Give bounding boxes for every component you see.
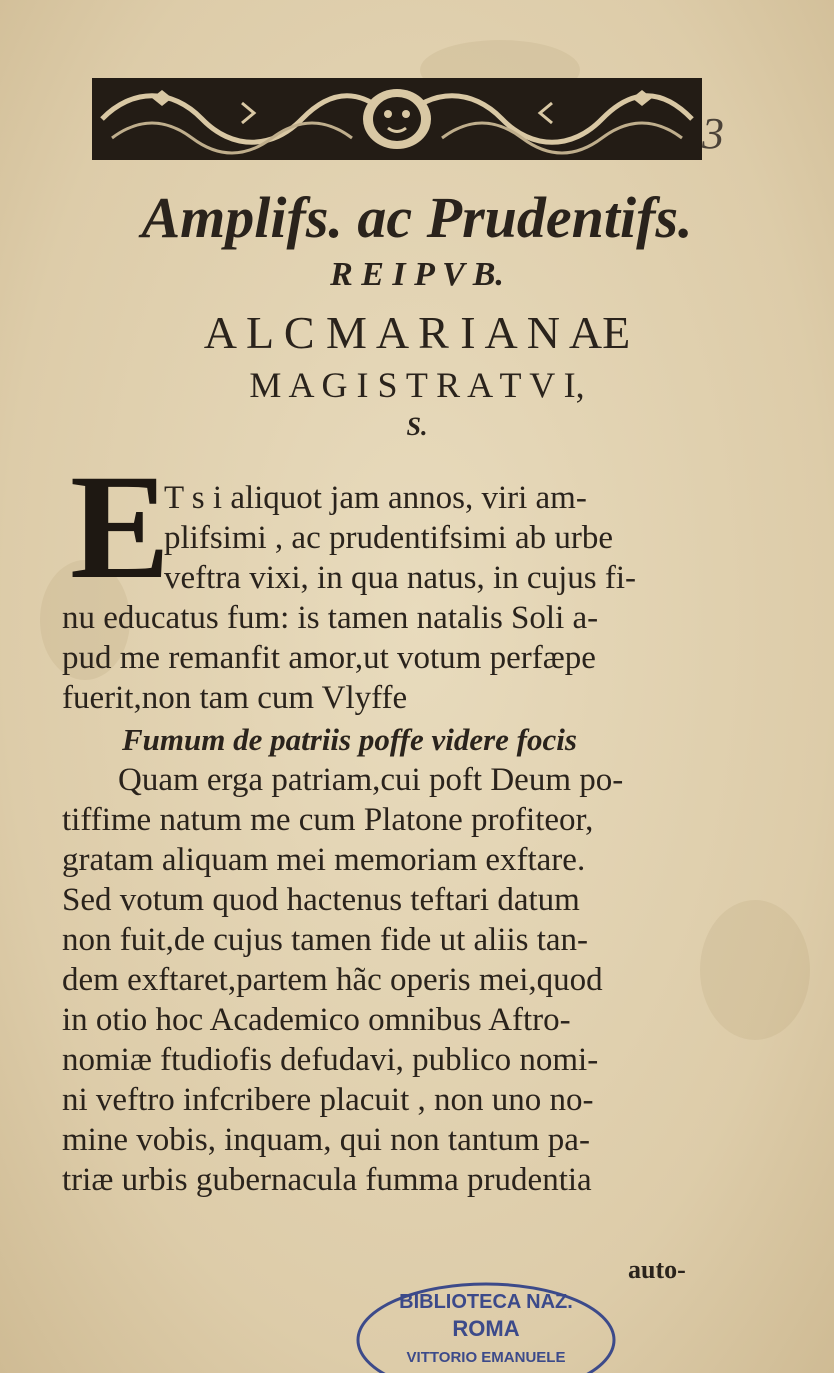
body-line: fuerit,non tam cum Vlyffe <box>62 680 408 716</box>
verse-line: Fumum de patriis poffe videre focis <box>122 722 577 757</box>
page-number: 3 <box>702 109 724 158</box>
body-line: ni veftro infcribere placuit , non uno no- <box>62 1082 594 1118</box>
body-line: tiffime natum me cum Platone profiteor, <box>62 802 594 838</box>
body-line: T s i aliquot jam annos, viri am- <box>164 480 587 516</box>
body-line: plifsimi , ac prudentifsimi ab urbe <box>164 520 614 556</box>
stamp-line-2: ROMA <box>452 1316 520 1341</box>
stamp-line-1: BIBLIOTECA NAZ. <box>399 1291 573 1313</box>
paper-stain <box>700 900 810 1040</box>
body-line: in otio hoc Academico omnibus Aftro- <box>62 1002 571 1038</box>
drop-cap: E <box>70 444 171 610</box>
library-stamp <box>352 1278 620 1370</box>
dedication-title: Amplifs. ac Prudentifs. <box>141 185 693 250</box>
ornamental-headpiece <box>92 78 702 160</box>
catchword: auto- <box>628 1255 686 1284</box>
stamp-line-3: VITTORIO EMANUELE <box>406 1349 566 1366</box>
body-line: Sed votum quod hactenus teftari datum <box>62 882 580 918</box>
dedication-line-salutem: S. <box>406 412 428 441</box>
dedication-line-magistratui: M A G I S T R A T V I, <box>249 365 585 405</box>
body-line: pud me remanfit amor,ut votum perfæpe <box>62 640 596 676</box>
dedication-line-republic: R E I P V B. <box>330 256 504 293</box>
body-line: nomiæ ftudiofis defudavi, publico nomi- <box>62 1042 599 1078</box>
body-line: mine vobis, inquam, qui non tantum pa- <box>62 1122 590 1158</box>
body-line: nu educatus fum: is tamen natalis Soli a- <box>62 600 599 636</box>
body-line: triæ urbis gubernacula fumma prudentia <box>62 1162 592 1198</box>
body-line: gratam aliquam mei memoriam exftare. <box>62 842 586 878</box>
dedication-line-alcmariane: A L C M A R I A N AE <box>203 307 631 358</box>
body-line: dem exftaret,partem hãc operis mei,quod <box>62 962 603 998</box>
body-line: non fuit,de cujus tamen fide ut aliis tan- <box>62 922 589 958</box>
body-line: Quam erga patriam,cui poft Deum po- <box>118 762 624 798</box>
body-line: veftra vixi, in qua natus, in cujus fi- <box>164 560 636 596</box>
